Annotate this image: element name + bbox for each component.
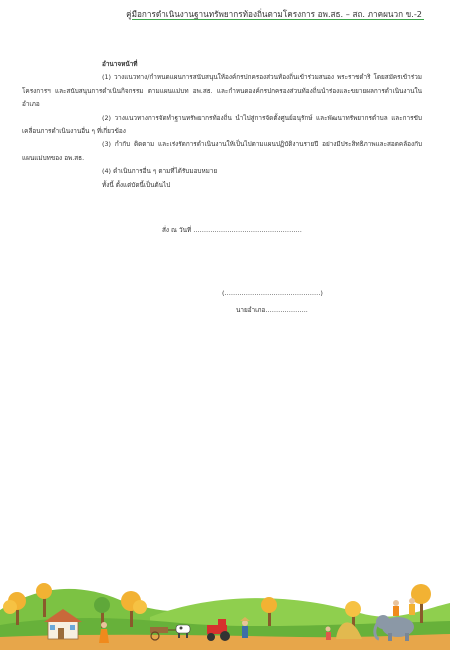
duty-item-3-text: (3) กำกับ ติดตาม และเร่งรัดการดำเนินงานให้เป็นไปตามแผนปฏิบัติงานรายปี bbox=[102, 140, 319, 149]
duties-heading: อำนาจหน้าที่ bbox=[102, 60, 138, 68]
page-header: คู่มือการดำเนินงานฐานทรัพยากรท้องถิ่นตามโครงการ อพ.สธ. – สถ. ภาคผนวก ข.-2 bbox=[126, 9, 422, 19]
duty-item-2 bbox=[22, 112, 422, 139]
duties-section bbox=[22, 58, 422, 192]
duty-item-4 bbox=[22, 165, 422, 178]
effective-line bbox=[22, 179, 422, 192]
duty-item-3 bbox=[22, 138, 422, 165]
header-underline bbox=[132, 19, 424, 20]
duty-item-1 bbox=[22, 71, 422, 111]
duty-item-1-text: (1) วางแนวทาง/กำหนดแผนการสนับสนุนให้องค์กรปกครองส่วนท้องถิ่นเข้าร่วมสนอง bbox=[102, 73, 335, 82]
countryside-illustration bbox=[0, 555, 450, 650]
signature-name-line: (………………………………………) bbox=[222, 289, 323, 297]
people-icon bbox=[393, 598, 415, 616]
duty-item-3-continuation: อย่างมีประสิทธิภาพและสอดคล้องกับแผนแม่บทของ อพ.สธ. bbox=[22, 140, 422, 162]
duty-item-4-text: (4) ดำเนินการอื่น ๆ ตามที่ได้รับมอบหมาย bbox=[102, 167, 218, 176]
child-icon bbox=[326, 627, 332, 641]
duty-item-2-continuation: และพัฒนาทรัพยากรตำบล และการขับเคลื่อนการดำเนินงานอื่น ๆ ที่เกี่ยวข้อง bbox=[22, 113, 422, 136]
signature-title-line: นายอำเภอ……………….. bbox=[236, 306, 308, 314]
duty-item-1-continuation: พระราชดำริ โดยสมัครเข้าร่วมโครงการฯ และสนับสนุนการดำเนินกิจกรรม ตามแผนแม่บท อพ.สธ. และกำหนดองค์กรปกครองส่วนท้องถิ่นนำร่องและขยายผลการดำเนินงานในอำเภอ bbox=[22, 73, 422, 109]
order-date-line: สั่ง ณ วันที่ …………………………………………… bbox=[162, 226, 302, 234]
effective-text: ทั้งนี้ ตั้งแต่บัดนี้เป็นต้นไป bbox=[102, 180, 171, 189]
duty-item-2-text: (2) วางแนวทางการจัดทำฐานทรัพยากรท้องถิ่น นำไปสู่การจัดตั้งศูนย์อนุรักษ์ bbox=[102, 113, 313, 122]
